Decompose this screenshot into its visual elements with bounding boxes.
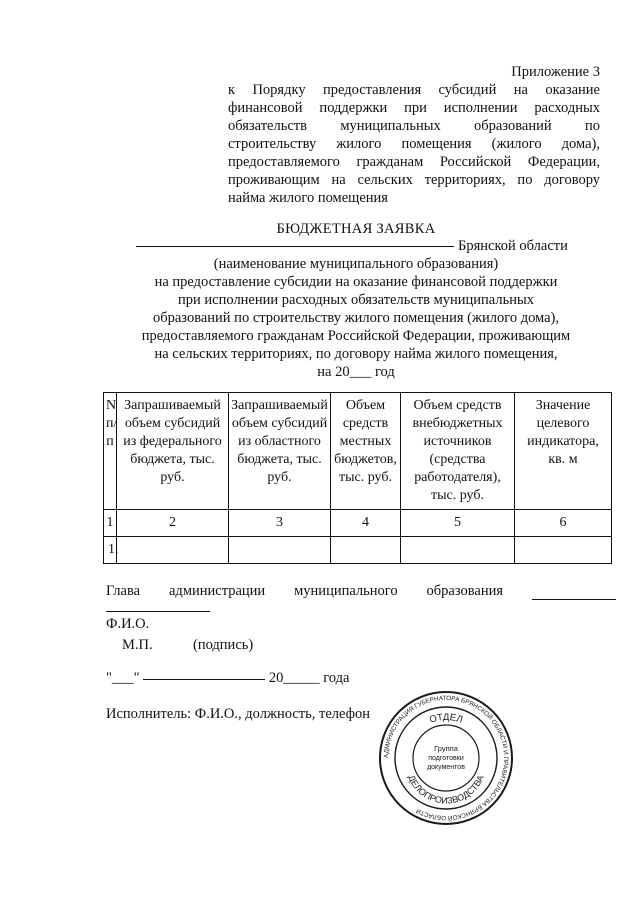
purpose-line: на сельских территориях, по договору найма жилого помещения,	[154, 346, 558, 362]
stamp-center-line: подготовки	[428, 755, 464, 762]
fio-label: Ф.И.О.	[106, 616, 150, 632]
signature-word: Глава	[106, 583, 141, 599]
head-signature-line	[106, 583, 616, 600]
municipality-blank	[136, 246, 454, 247]
signature-blank	[532, 583, 616, 600]
stamp-center-line: документов	[427, 764, 465, 771]
signature-label: (подпись)	[193, 637, 254, 653]
column-number: 5	[401, 510, 515, 537]
stamp-ring-top-path: ОТДЕЛ	[428, 711, 464, 726]
header-cell: Значение целевого индикатора, кв. м	[515, 393, 612, 510]
year-line: на 20___ год	[317, 364, 395, 380]
executor-line: Исполнитель: Ф.И.О., должность, телефон	[106, 706, 371, 722]
municipality-line	[136, 238, 606, 255]
municipality-hint: (наименование муниципального образования)	[213, 256, 499, 272]
table-cell	[229, 537, 331, 564]
table-header-row	[104, 393, 612, 510]
request-purpose	[0, 255, 640, 381]
table-cell: 1.	[104, 537, 117, 564]
purpose-line: на предоставление субсидии на оказание финансовой поддержки	[154, 274, 558, 290]
table-row	[104, 537, 612, 564]
region-name: Брянской области	[458, 238, 568, 254]
date-month-blank	[143, 679, 265, 680]
header-cell: N п/п	[104, 393, 117, 510]
column-number: 2	[117, 510, 229, 537]
table-cell	[117, 537, 229, 564]
appendix-body: к Порядку предоставления субсидий на оказание финансовой поддержки при исполнении расходных обязательств муниципальных образований по строительству жилого помещения (жилого дома), предоставляемого гражданам Российской Федерации, проживающим на сельских территориях, по договору найма жилого помещения	[228, 82, 600, 206]
purpose-line: образований по строительству жилого помещения (жилого дома),	[152, 310, 560, 326]
purpose-line: предоставляемого гражданам Российской Федерации, проживающим	[141, 328, 571, 344]
appendix-title: Приложение 3	[511, 64, 600, 80]
stamp-outer-textpath: АДМИНИСТРАЦИЯ ГУБЕРНАТОРА БРЯНСКОЙ ОБЛАСТИ И ПРАВИТЕЛЬСТВА БРЯНСКОЙ ОБЛАСТИ	[382, 694, 510, 822]
date-day: "___"	[106, 670, 140, 686]
seal-place-label: М.П.	[122, 637, 153, 653]
budget-table	[103, 392, 612, 564]
signature-word: муниципального	[294, 583, 398, 599]
column-number: 3	[229, 510, 331, 537]
stamp-ring-top	[428, 712, 464, 726]
document-title: БЮДЖЕТНАЯ ЗАЯВКА	[276, 221, 436, 237]
official-stamp	[378, 690, 514, 826]
stamp-ring-bottom-path: ДЕЛОПРОИЗВОДСТВА	[406, 773, 486, 806]
table-cell	[401, 537, 515, 564]
header-cell: Объем средств внебюджетных источников (средства работодателя), тыс. руб.	[401, 393, 515, 510]
header-cell: Запрашиваемый объем субсидий из федерального бюджета, тыс. руб.	[117, 393, 229, 510]
stamp-center-line: Группа	[434, 744, 458, 753]
table-cell	[331, 537, 401, 564]
date-line	[106, 670, 349, 687]
name-underline	[106, 611, 210, 612]
column-number: 4	[331, 510, 401, 537]
column-number: 1	[104, 510, 117, 537]
signature-word: администрации	[169, 583, 266, 599]
date-year: 20_____ года	[268, 670, 350, 686]
column-number-row	[104, 510, 612, 537]
purpose-line: при исполнении расходных обязательств муниципальных	[178, 292, 534, 308]
signature-word: образования	[426, 583, 504, 599]
header-cell: Запрашиваемый объем субсидий из областного бюджета, тыс. руб.	[229, 393, 331, 510]
table-cell	[515, 537, 612, 564]
column-number: 6	[515, 510, 612, 537]
header-cell: Объем средств местных бюджетов, тыс. руб.	[331, 393, 401, 510]
